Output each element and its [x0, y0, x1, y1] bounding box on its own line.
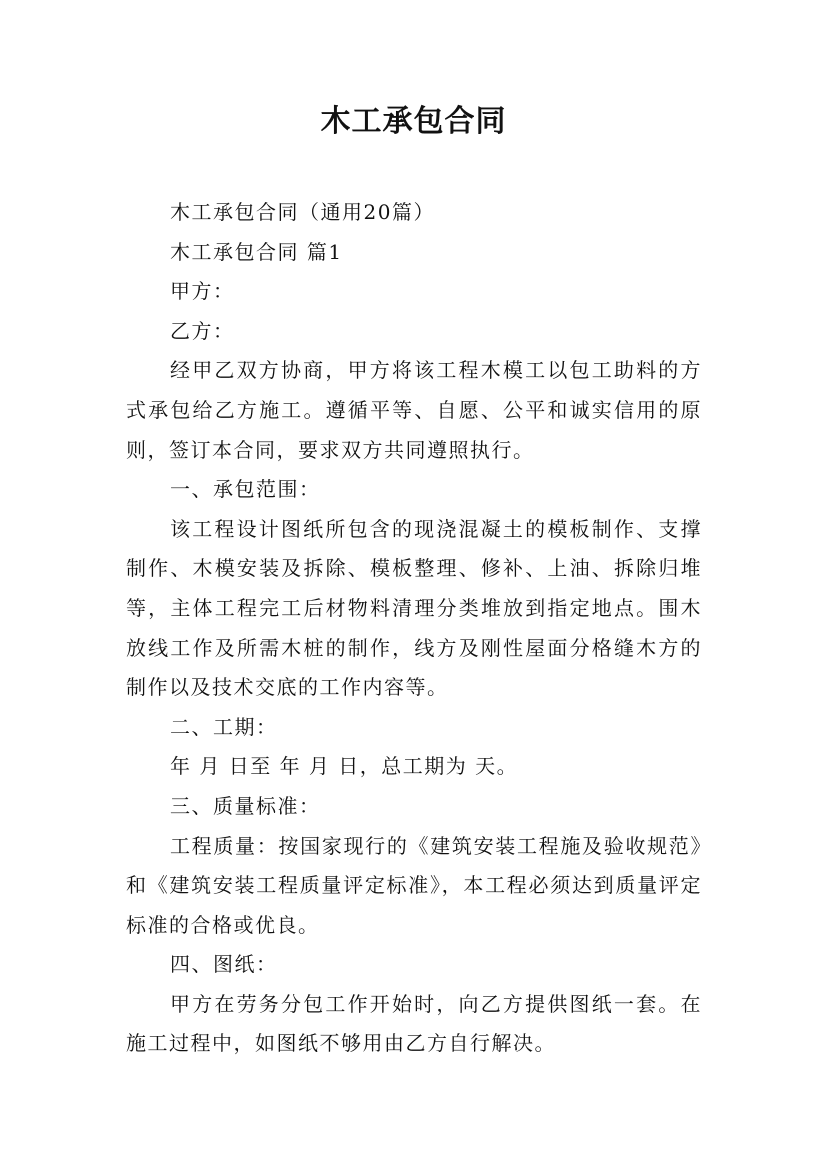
preamble-paragraph: 经甲乙双方协商，甲方将该工程木模工以包工助料的方式承包给乙方施工。遵循平等、自愿、公平和诚实信用的原则，签订本合同，要求双方共同遵照执行。 [126, 358, 702, 462]
schedule-paragraph: 年 月 日至 年 月 日，总工期为 天。 [170, 754, 519, 779]
party-b-label: 乙方： [170, 318, 235, 343]
clause-heading-drawings: 四、图纸： [170, 952, 278, 977]
drawings-paragraph: 甲方在劳务分包工作开始时，向乙方提供图纸一套。在施工过程中，如图纸不够用由乙方自行解决。 [126, 991, 702, 1056]
document-title: 木工承包合同 [320, 104, 507, 139]
clause-heading-quality: 三、质量标准： [170, 793, 321, 818]
clause-heading-scope: 一、承包范围： [170, 477, 321, 502]
scope-paragraph: 该工程设计图纸所包含的现浇混凝土的模板制作、支撑制作、木模安装及拆除、模板整理、修补、上油、拆除归堆等，主体工程完工后材物料清理分类堆放到指定地点。围木放线工作及所需木桩的制作，线方及刚性屋面分格缝木方的制作以及技术交底的工作内容等。 [126, 516, 702, 700]
party-a-label: 甲方： [170, 279, 235, 304]
subtitle-paragraph: 木工承包合同（通用20篇） [170, 200, 435, 224]
section-heading-paragraph: 木工承包合同 篇1 [170, 239, 343, 264]
quality-paragraph: 工程质量：按国家现行的《建筑安装工程施及验收规范》和《建筑安装工程质量评定标准》，本工程必须达到质量评定标准的合格或优良。 [126, 833, 702, 937]
clause-heading-schedule: 二、工期： [170, 714, 278, 739]
document-body [126, 193, 702, 1064]
